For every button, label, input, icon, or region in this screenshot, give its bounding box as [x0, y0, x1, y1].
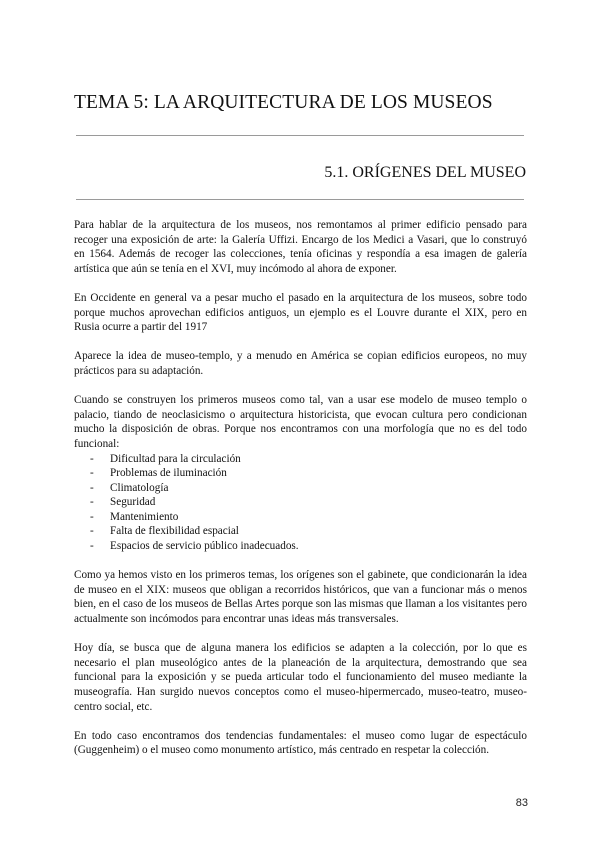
list-item-text: Espacios de servicio público inadecuados.: [110, 540, 299, 553]
bullet-dash: -: [90, 467, 94, 480]
bullet-dash: -: [90, 510, 94, 523]
list-item: [90, 481, 527, 496]
page-number: 83: [515, 797, 528, 809]
list-item: [90, 539, 527, 554]
problems-list: [74, 452, 527, 554]
list-item-text: Seguridad: [110, 496, 156, 509]
paragraph: En todo caso encontramos dos tendencias fundamentales: el museo como lugar de espectáculo (Guggenheim) o el museo como monumento artístico, más centrado en respetar la colección.: [74, 729, 527, 757]
bullet-dash: -: [90, 452, 94, 465]
body-text: [74, 218, 527, 773]
list-item: [90, 466, 527, 481]
list-item-text: Falta de flexibilidad espacial: [110, 525, 239, 538]
section-divider: [76, 199, 524, 200]
page-title: TEMA 5: LA ARQUITECTURA DE LOS MUSEOS: [74, 92, 493, 113]
list-item-text: Problemas de iluminación: [110, 467, 227, 480]
title-divider: [76, 135, 524, 136]
list-item: [90, 452, 527, 467]
list-item-text: Dificultad para la circulación: [110, 452, 241, 465]
list-item: [90, 510, 527, 525]
paragraph: Como ya hemos visto en los primeros temas, los orígenes son el gabinete, que condicionarán la idea de museo en el XIX: museos que obligan a recorridos históricos, que van a funcionar más o menos bien, en el caso de los museos de Bellas Artes porque son las mismas que llaman a los visitantes pero actualmente son incómodos para encontrar unas ideas más transversales.: [74, 569, 528, 626]
list-item-text: Climatología: [110, 481, 169, 494]
list-item-text: Mantenimiento: [110, 510, 179, 523]
paragraph: Cuando se construyen los primeros museos como tal, van a usar ese modelo de museo templo o palacio, tiando de neoclasicismo o arquitectura historicista, que evocan cultura pero condicionan mucho la disposición de obras. Porque nos encontramos con una morfología que no es del todo funcional:: [74, 394, 527, 450]
list-item: [90, 524, 527, 539]
bullet-dash: -: [90, 481, 94, 494]
paragraph: Para hablar de la arquitectura de los museos, nos remontamos al primer edificio pensado para recoger una exposición de arte: la Galería Uffizi. Encargo de los Medici a Vasari, que lo construyó en 1564. Además de recoger las colecciones, tenía oficinas y respondía a esa imagen de galería artística que aún se tenía en el XVI, muy incómodo al ahora de exponer.: [74, 219, 527, 275]
paragraph: Hoy día, se busca que de alguna manera los edificios se adapten a la colección, por lo que es necesario el plan museológico antes de la planeación de la arquitectura, demostrando que sea funcional para la exposición y se pueda articular todo el funcionamiento del museo mediante la museografía. Han surgido nuevos conceptos como el museo-hipermercado, museo-teatro, museo-centro social, etc.: [74, 642, 527, 713]
bullet-dash: -: [90, 540, 94, 553]
bullet-dash: -: [90, 496, 94, 509]
section-heading: 5.1. ORÍGENES DEL MUSEO: [324, 164, 526, 181]
list-item: [90, 495, 527, 510]
paragraph: Aparece la idea de museo-templo, y a menudo en América se copian edificios europeos, no muy prácticos para su adaptación.: [74, 350, 527, 377]
bullet-dash: -: [90, 525, 94, 538]
paragraph: En Occidente en general va a pesar mucho el pasado en la arquitectura de los museos, sobre todo porque muchos aprovechan edificios antiguos, un ejemplo es el Louvre durante el XIX, pero en Rusia ocurre a partir del 1917: [74, 291, 527, 334]
